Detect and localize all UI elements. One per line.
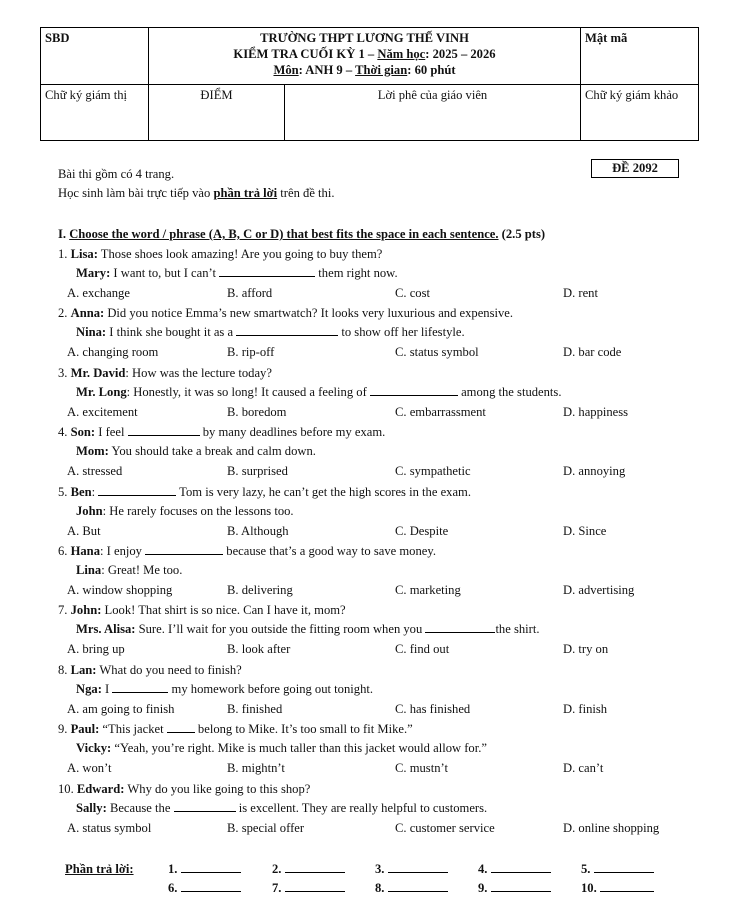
answer-blank[interactable] — [219, 265, 315, 277]
question-text: Did you notice Emma’s new smartwatch? It looks very luxurious and expensive. — [104, 306, 514, 321]
question-line-2 — [76, 800, 487, 816]
question-line-2 — [76, 503, 294, 519]
question-text: : How was the lecture today? — [125, 365, 272, 380]
answer-slot — [168, 880, 241, 896]
teacher-comment-cell: Lời phê của giáo viên — [285, 85, 581, 141]
reply-text: my homework before going out tonight. — [168, 681, 374, 696]
subject-label: Môn — [273, 63, 299, 77]
speaker-a: Son: — [70, 425, 96, 440]
reply-text: to show off her lifestyle. — [338, 325, 465, 340]
answer-input[interactable] — [594, 861, 654, 873]
reply-text: You should take a break and calm down. — [108, 444, 316, 459]
subject-value: : ANH 9 – — [298, 63, 356, 77]
option-a: A. stressed — [67, 464, 123, 479]
question-number: 4. — [58, 425, 71, 440]
reply-text: Because the — [106, 800, 174, 815]
question-line-1 — [58, 602, 346, 618]
question-text: : — [91, 484, 99, 499]
examiner-signature-cell: Chữ ký giám khảo — [581, 85, 699, 141]
question-line-2 — [76, 384, 561, 400]
speaker-a: Mr. David — [70, 365, 126, 380]
option-c: C. marketing — [395, 583, 461, 597]
speaker-b: Vicky: — [76, 741, 112, 756]
option-a: A. status symbol — [67, 820, 152, 835]
question-text: What do you need to finish? — [96, 662, 242, 677]
subject-line — [153, 62, 576, 78]
option-d: D. Since — [563, 523, 607, 538]
question-text: belong to Mike. It’s too small to fit Mike.” — [194, 722, 413, 737]
option-b: B. rip-off — [227, 345, 275, 360]
question-text: by many deadlines before my exam. — [199, 425, 386, 440]
question-line-2 — [76, 443, 316, 459]
intro-line-2 — [58, 185, 335, 201]
option-b: B. special offer — [227, 820, 305, 835]
intro-bold: phần trả lời — [213, 186, 278, 200]
answer-number: 7. — [272, 881, 285, 895]
reply-text: I want to, but I can’t — [110, 266, 220, 280]
answer-slot — [581, 880, 654, 896]
question-line-1 — [58, 543, 436, 559]
answer-label — [65, 861, 134, 877]
reply-text: I think she bought it as a — [106, 325, 237, 340]
reply-text: : Great! Me too. — [101, 563, 183, 577]
intro-line-1: Bài thi gồm có 4 trang. — [58, 167, 175, 181]
speaker-b: Nga: — [76, 681, 102, 696]
reply-text: : He rarely focuses on the lessons too. — [102, 503, 294, 518]
answer-input[interactable] — [181, 880, 241, 892]
answer-blank[interactable] — [128, 424, 200, 436]
exam-title — [153, 46, 576, 62]
answer-label-text: Phần trả lời: — [65, 862, 134, 876]
answer-slot — [581, 861, 654, 877]
exam-code: ĐỀ 2092 — [591, 159, 679, 178]
speaker-a: John: — [70, 603, 102, 618]
question-line-1 — [58, 305, 513, 321]
option-b: B. Although — [227, 523, 289, 538]
option-c: C. Despite — [395, 523, 449, 538]
answer-number: 3. — [375, 862, 388, 876]
answer-input[interactable] — [388, 861, 448, 873]
question-number: 9. — [58, 722, 71, 737]
question-line-1 — [58, 484, 471, 500]
question-text: : I enjoy — [100, 544, 146, 558]
intro-pre: Học sinh làm bài trực tiếp vào — [58, 186, 214, 200]
option-c: C. find out — [395, 642, 450, 657]
score-cell: ĐIỂM — [149, 85, 285, 141]
answer-number: 8. — [375, 881, 388, 895]
option-d: D. happiness — [563, 404, 629, 419]
question-line-2 — [76, 740, 487, 756]
question-line-2 — [76, 324, 465, 340]
question-text: Look! That shirt is so nice. Can I have it, mom? — [101, 603, 346, 618]
answer-number: 5. — [581, 862, 594, 876]
header-table — [40, 27, 699, 141]
option-a: A. won’t — [67, 761, 112, 776]
answer-number: 9. — [478, 881, 491, 895]
year-value: : 2025 – 2026 — [425, 47, 496, 61]
answer-blank[interactable] — [174, 800, 236, 812]
answer-slot — [272, 880, 345, 896]
option-b: B. surprised — [227, 464, 288, 479]
question-text: Why do you like going to this shop? — [124, 781, 311, 796]
speaker-a: Lan: — [70, 662, 97, 677]
question-line-1 — [58, 365, 272, 381]
time-label: Thời gian — [355, 63, 408, 77]
question-text: Those shoes look amazing! Are you going to buy them? — [97, 247, 383, 261]
option-d: D. try on — [563, 642, 609, 657]
option-b: B. boredom — [227, 404, 287, 419]
question-text: I feel — [95, 425, 128, 440]
time-value: : 60 phút — [407, 63, 456, 77]
section-number: I. — [58, 227, 70, 241]
answer-number: 1. — [168, 862, 181, 876]
answer-number: 2. — [272, 862, 285, 876]
question-number: 2. — [58, 306, 71, 321]
option-c: C. sympathetic — [395, 464, 471, 479]
question-text: “This jacket — [99, 722, 167, 737]
answer-blank[interactable] — [145, 543, 223, 555]
answer-input[interactable] — [600, 880, 654, 892]
option-c: C. mustn’t — [395, 761, 448, 776]
option-b: B. delivering — [227, 583, 293, 597]
speaker-a: Ben — [70, 484, 92, 499]
answer-blank[interactable] — [112, 681, 168, 693]
question-number: 1. — [58, 247, 71, 261]
question-line-2 — [76, 265, 398, 281]
speaker-a: Lisa: — [70, 247, 98, 261]
answer-blank[interactable] — [425, 621, 495, 633]
answer-input[interactable] — [388, 880, 448, 892]
section-points: (2.5 pts) — [498, 227, 546, 241]
speaker-a: Edward: — [76, 781, 125, 796]
sbd-cell: SBD — [41, 28, 149, 85]
reply-text: them right now. — [315, 266, 398, 280]
option-d: D. bar code — [563, 345, 622, 360]
answer-slot — [375, 880, 448, 896]
option-c: C. embarrassment — [395, 404, 486, 419]
answer-slot — [478, 861, 551, 877]
question-text: Tom is very lazy, he can’t get the high scores in the exam. — [176, 484, 472, 499]
option-a: A. bring up — [67, 642, 125, 657]
option-a: A. am going to finish — [67, 701, 175, 716]
question-number: 3. — [58, 365, 71, 380]
question-line-1 — [58, 781, 310, 797]
option-b: B. afford — [227, 286, 273, 300]
option-d: D. advertising — [563, 583, 635, 597]
option-b: B. look after — [227, 642, 291, 657]
speaker-b: Mrs. Alisa: — [76, 622, 136, 637]
answer-blank[interactable] — [370, 384, 458, 396]
speaker-a: Anna: — [70, 306, 105, 321]
answer-number: 4. — [478, 862, 491, 876]
question-line-1 — [58, 662, 242, 678]
speaker-b: Mr. Long — [76, 384, 127, 399]
year-label: Năm học — [377, 47, 426, 61]
option-a: A. exchange — [67, 286, 130, 300]
answer-input[interactable] — [285, 861, 345, 873]
answer-input[interactable] — [181, 861, 241, 873]
school-name: TRƯỜNG THPT LƯƠNG THẾ VINH — [260, 31, 469, 45]
answer-input[interactable] — [285, 880, 345, 892]
answer-blank[interactable] — [236, 324, 338, 336]
answer-number: 10. — [581, 881, 600, 895]
option-a: A. excitement — [67, 404, 138, 419]
option-d: D. finish — [563, 701, 608, 716]
option-a: A. changing room — [67, 345, 159, 360]
question-text: because that’s a good way to save money. — [223, 544, 436, 558]
answer-slot — [375, 861, 448, 877]
speaker-b: Mary: — [76, 266, 111, 280]
option-b: B. mightn’t — [227, 761, 285, 776]
option-a: A. window shopping — [67, 583, 173, 597]
question-line-2 — [76, 621, 540, 637]
question-number: 8. — [58, 662, 71, 677]
speaker-b: Lina — [76, 563, 102, 577]
section-heading — [58, 226, 545, 242]
answer-blank[interactable] — [98, 484, 176, 496]
question-line-1 — [58, 246, 382, 262]
reply-text: is excellent. They are really helpful to customers. — [235, 800, 488, 815]
answer-input[interactable] — [491, 880, 551, 892]
school-cell — [149, 28, 581, 85]
option-c: C. cost — [395, 286, 430, 300]
question-line-2 — [76, 562, 182, 578]
speaker-b: Nina: — [76, 325, 107, 340]
option-c: C. status symbol — [395, 345, 479, 360]
reply-text: : Honestly, it was so long! It caused a feeling of — [126, 384, 370, 399]
option-c: C. has finished — [395, 701, 471, 716]
answer-input[interactable] — [491, 861, 551, 873]
reply-text: “Yeah, you’re right. Mike is much taller than this jacket would allow for.” — [111, 741, 487, 756]
speaker-a: Paul: — [70, 722, 100, 737]
secret-code-cell: Mật mã — [581, 28, 699, 85]
answer-slot — [168, 861, 241, 877]
option-d: D. online shopping — [563, 820, 660, 835]
reply-text: the shirt. — [495, 622, 540, 637]
option-c: C. customer service — [395, 820, 495, 835]
exam-prefix: KIỂM TRA CUỐI KỲ 1 – — [233, 47, 378, 61]
answer-number: 6. — [168, 881, 181, 895]
answer-blank[interactable] — [167, 721, 195, 733]
speaker-a: Hana — [70, 544, 100, 558]
question-number: 7. — [58, 603, 71, 618]
speaker-b: John — [76, 503, 103, 518]
question-number: 6. — [58, 544, 71, 558]
intro-post: trên đề thi. — [277, 186, 335, 200]
speaker-b: Mom: — [76, 444, 109, 459]
answer-slot — [478, 880, 551, 896]
option-d: D. annoying — [563, 464, 626, 479]
reply-text: Sure. I’ll wait for you outside the fitting room when you — [135, 622, 426, 637]
reply-text: among the students. — [457, 384, 562, 399]
question-line-2 — [76, 681, 373, 697]
question-line-1 — [58, 424, 385, 440]
option-d: D. rent — [563, 286, 598, 300]
question-number: 10. — [58, 781, 77, 796]
answer-slot — [272, 861, 345, 877]
reply-text: I — [101, 681, 113, 696]
option-d: D. can’t — [563, 761, 604, 776]
question-line-1 — [58, 721, 413, 737]
section-title: Choose the word / phrase (A, B, C or D) that best fits the space in each sentence. — [69, 227, 499, 241]
speaker-b: Sally: — [76, 800, 107, 815]
option-b: B. finished — [227, 701, 283, 716]
option-a: A. But — [67, 523, 101, 538]
question-number: 5. — [58, 484, 71, 499]
proctor-signature-cell: Chữ ký giám thị — [41, 85, 149, 141]
